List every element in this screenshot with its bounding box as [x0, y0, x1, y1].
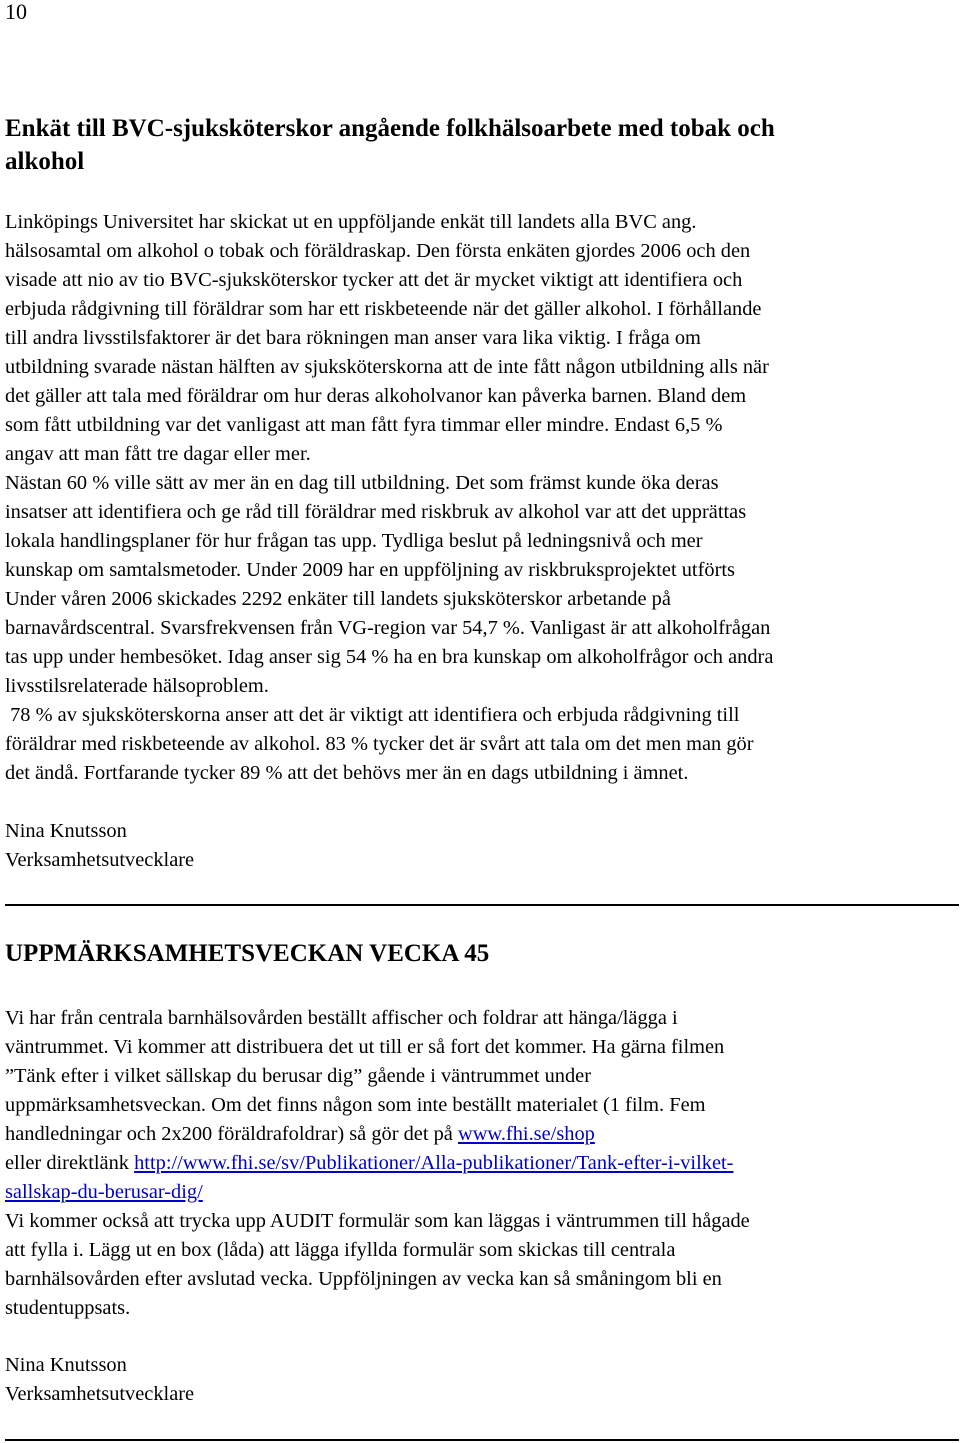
- body-line: livsstilsrelaterade hälsoproblem.: [5, 675, 269, 697]
- body-line: studentuppsats.: [5, 1297, 131, 1319]
- article-title-line-2: alkohol: [5, 148, 85, 175]
- body-line: till andra livsstilsfaktorer är det bara rökningen man anser vara lika viktig. I fråga om: [5, 327, 701, 349]
- body-line: det ändå. Fortfarande tycker 89 % att det behövs mer än en dags utbildning i ämnet.: [5, 762, 689, 784]
- body-line: hälsosamtal om alkohol o tobak och föräldraskap. Den första enkäten gjordes 2006 och den: [5, 240, 751, 262]
- body-line: kunskap om samtalsmetoder. Under 2009 har en uppföljning av riskbruksprojektet utförts: [5, 559, 735, 581]
- section-body: [5, 1004, 750, 1323]
- body-line-with-link: [5, 1149, 750, 1178]
- body-line: väntrummet. Vi kommer att distribuera det ut till er så fort det kommer. Ha gärna filmen: [5, 1036, 725, 1058]
- body-line: Under våren 2006 skickades 2292 enkäter till landets sjuksköterskor arbetande på: [5, 588, 671, 610]
- body-line: barnhälsovården efter avslutad vecka. Uppföljningen av vecka kan så småningom bli en: [5, 1268, 722, 1290]
- body-line: Linköpings Universitet har skickat ut en uppföljande enkät till landets alla BVC ang.: [5, 211, 697, 233]
- body-line: utbildning svarade nästan hälften av sjuksköterskorna att de inte fått någon utbildning alls när: [5, 356, 769, 378]
- article-title-line-1: Enkät till BVC-sjuksköterskor angående folkhälsoarbete med tobak och: [5, 115, 775, 142]
- body-line: föräldrar med riskbeteende av alkohol. 83 % tycker det är svårt att tala om det men man gör: [5, 733, 754, 755]
- direct-prefix: eller direktlänk: [5, 1152, 135, 1174]
- body-line: lokala handlingsplaner för hur frågan tas upp. Tydliga beslut på ledningsnivå och mer: [5, 530, 703, 552]
- article-body: [5, 208, 773, 788]
- section-divider: [5, 904, 959, 906]
- body-line: uppmärksamhetsveckan. Om det finns någon som inte beställt materialet (1 film. Fem: [5, 1094, 706, 1116]
- body-line: angav att man fått tre dagar eller mer.: [5, 443, 311, 465]
- author-name: Nina Knutsson: [5, 820, 127, 842]
- body-line: visade att nio av tio BVC-sjuksköterskor tycker att det är mycket viktigt att identifiera och: [5, 269, 743, 291]
- signature-2: [5, 1351, 194, 1409]
- body-line-with-link: [5, 1178, 750, 1207]
- body-line: att fylla i. Lägg ut en box (låda) att lägga ifyllda formulär som skickas till centrala: [5, 1239, 676, 1261]
- page-number: 10: [5, 0, 27, 24]
- body-line: Vi kommer också att trycka upp AUDIT formulär som kan läggas i väntrummen till hågade: [5, 1210, 750, 1232]
- shop-link[interactable]: www.fhi.se/shop: [457, 1123, 595, 1145]
- body-line: Nästan 60 % ville sätt av mer än en dag till utbildning. Det som främst kunde öka deras: [5, 472, 719, 494]
- direct-link-part-2[interactable]: sallskap-du-berusar-dig/: [5, 1181, 203, 1203]
- body-line: som fått utbildning var det vanligast att man fått fyra timmar eller mindre. Endast 6,5 %: [5, 414, 723, 436]
- author-role: Verksamhetsutvecklare: [5, 1383, 195, 1405]
- signature-1: [5, 817, 194, 875]
- shop-prefix: handledningar och 2x200 föräldrafoldrar) så gör det på: [5, 1123, 458, 1145]
- direct-link-part-1[interactable]: http://www.fhi.se/sv/Publikationer/Alla-publikationer/Tank-efter-i-vilket-: [134, 1152, 734, 1174]
- body-line: tas upp under hembesöket. Idag anser sig 54 % ha en bra kunskap om alkoholfrågor och andra: [5, 646, 774, 668]
- body-line: ”Tänk efter i vilket sällskap du berusar dig” gående i väntrummet under: [5, 1065, 592, 1087]
- author-role: Verksamhetsutvecklare: [5, 849, 195, 871]
- body-line: insatser att identifiera och ge råd till föräldrar med riskbruk av alkohol var att det upprättas: [5, 501, 747, 523]
- body-line: barnavårdscentral. Svarsfrekvensen från VG-region var 54,7 %. Vanligast är att alkoholfrågan: [5, 617, 771, 639]
- body-line: erbjuda rådgivning till föräldrar som har ett riskbeteende när det gäller alkohol. I förhållande: [5, 298, 762, 320]
- body-line: 78 % av sjuksköterskorna anser att det är viktigt att identifiera och erbjuda rådgivning till: [5, 704, 740, 726]
- body-line-with-link: [5, 1120, 750, 1149]
- bottom-divider: [5, 1439, 959, 1441]
- section-title: UPPMÄRKSAMHETSVECKAN VECKA 45: [5, 940, 490, 967]
- body-line: det gäller att tala med föräldrar om hur deras alkoholvanor kan påverka barnen. Bland dem: [5, 385, 747, 407]
- body-line: Vi har från centrala barnhälsovården beställt affischer och foldrar att hänga/lägga i: [5, 1007, 678, 1029]
- author-name: Nina Knutsson: [5, 1354, 127, 1376]
